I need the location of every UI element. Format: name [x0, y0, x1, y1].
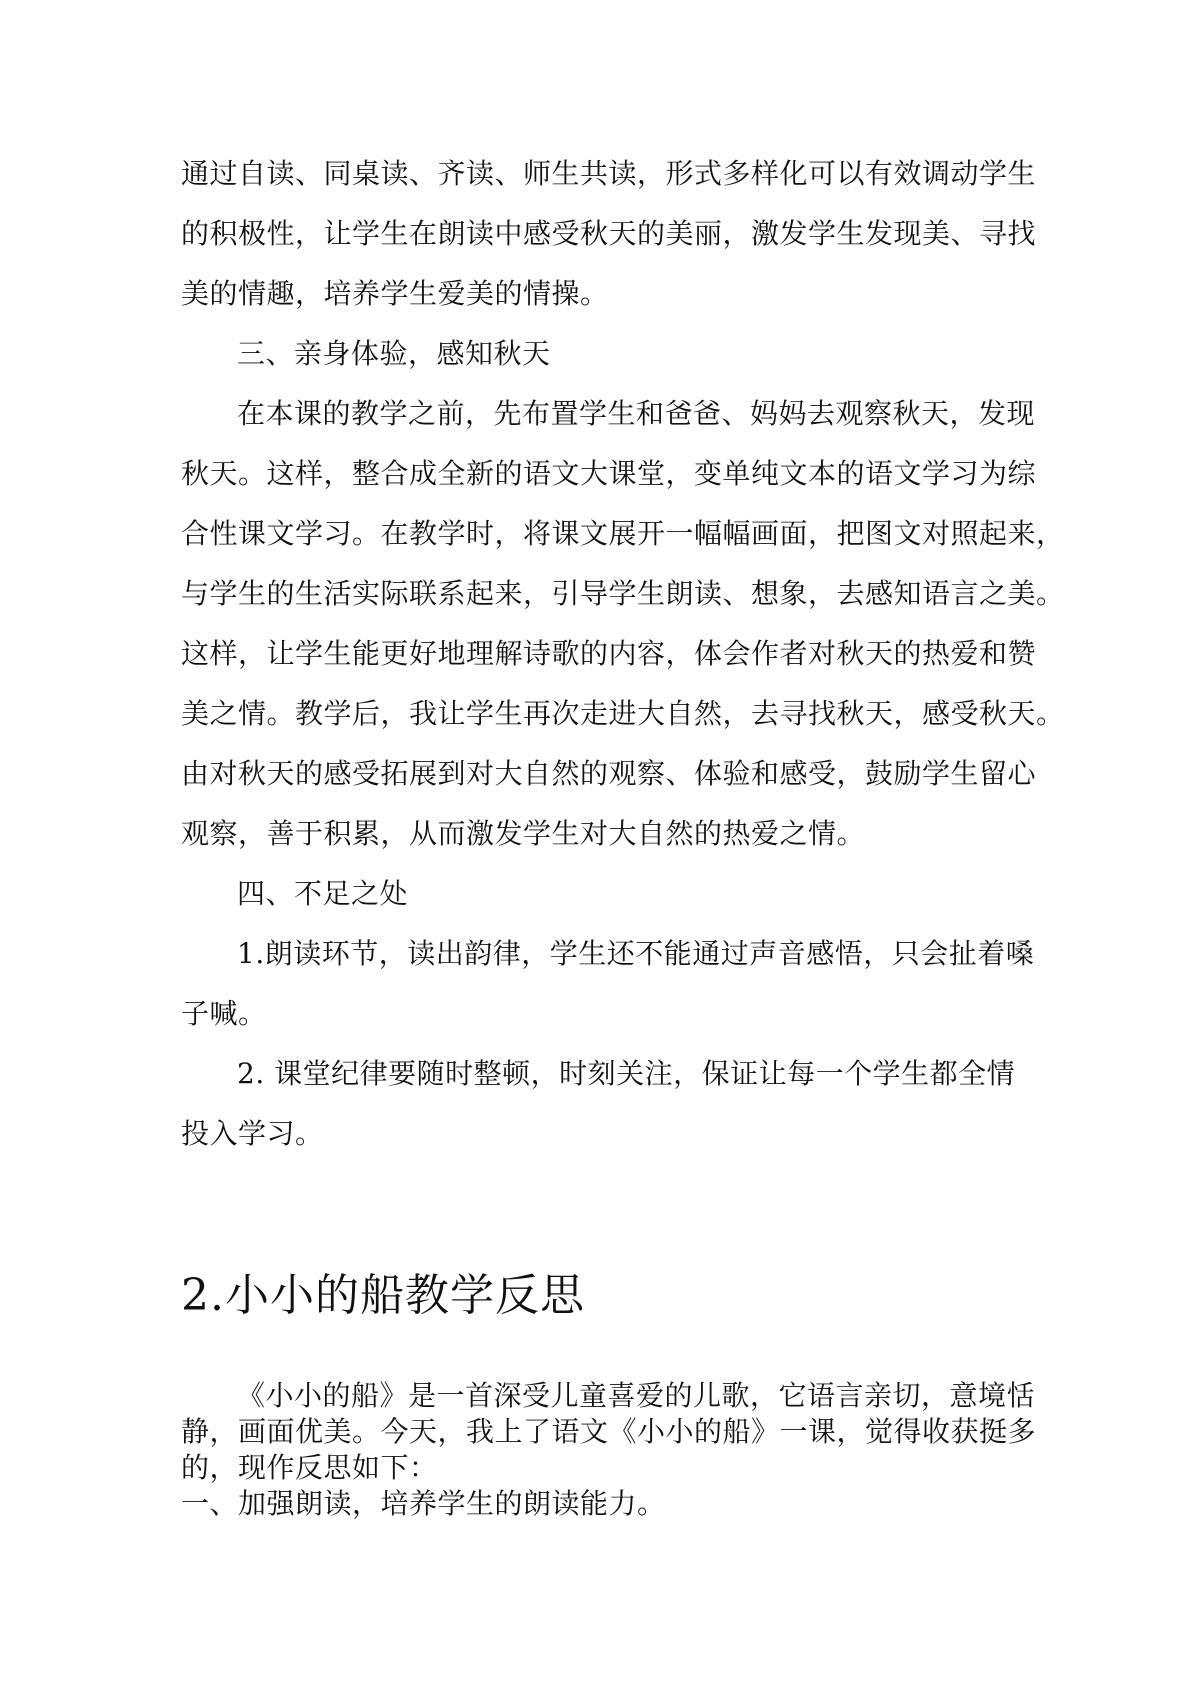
section-title: 2.小小的船教学反思	[181, 1270, 585, 1321]
subheading: 四、不足之处	[237, 877, 409, 910]
paragraph-line: 的，现作反思如下：	[181, 1451, 438, 1484]
list-item: 2. 课堂纪律要随时整顿，时刻关注，保证让每一个学生都全情	[237, 1057, 1016, 1090]
list-item-continuation: 投入学习。	[181, 1117, 324, 1150]
paragraph-line: 静，画面优美。今天，我上了语文《小小的船》一课，觉得收获挺多	[181, 1415, 1037, 1448]
paragraph-line: 美之情。教学后，我让学生再次走进大自然，去寻找秋天，感受秋天。	[181, 697, 1065, 730]
paragraph-line: 合性课文学习。在教学时，将课文展开一幅幅画面，把图文对照起来，	[181, 517, 1065, 550]
paragraph-line: 《小小的船》是一首深受儿童喜爱的儿歌，它语言亲切，意境恬	[237, 1379, 1036, 1412]
paragraph-line: 由对秋天的感受拓展到对大自然的观察、体验和感受，鼓励学生留心	[181, 757, 1037, 790]
paragraph-line: 的积极性，让学生在朗读中感受秋天的美丽，激发学生发现美、寻找	[181, 217, 1037, 250]
subheading: 三、亲身体验，感知秋天	[237, 337, 551, 370]
list-item-continuation: 子喊。	[181, 997, 267, 1030]
paragraph-line: 在本课的教学之前，先布置学生和爸爸、妈妈去观察秋天，发现	[237, 397, 1036, 430]
subheading: 一、加强朗读，培养学生的朗读能力。	[181, 1487, 666, 1520]
paragraph-line: 与学生的生活实际联系起来，引导学生朗读、想象，去感知语言之美。	[181, 577, 1065, 610]
paragraph-line: 美的情趣，培养学生爱美的情操。	[181, 277, 609, 310]
paragraph-line: 观察，善于积累，从而激发学生对大自然的热爱之情。	[181, 817, 866, 850]
paragraph-line: 秋天。这样，整合成全新的语文大课堂，变单纯文本的语文学习为综	[181, 457, 1037, 490]
paragraph-line: 通过自读、同桌读、齐读、师生共读，形式多样化可以有效调动学生	[181, 157, 1037, 190]
list-item: 1.朗读环节，读出韵律，学生还不能通过声音感悟，只会扯着嗓	[237, 937, 1035, 970]
paragraph-line: 这样，让学生能更好地理解诗歌的内容，体会作者对秋天的热爱和赞	[181, 637, 1037, 670]
